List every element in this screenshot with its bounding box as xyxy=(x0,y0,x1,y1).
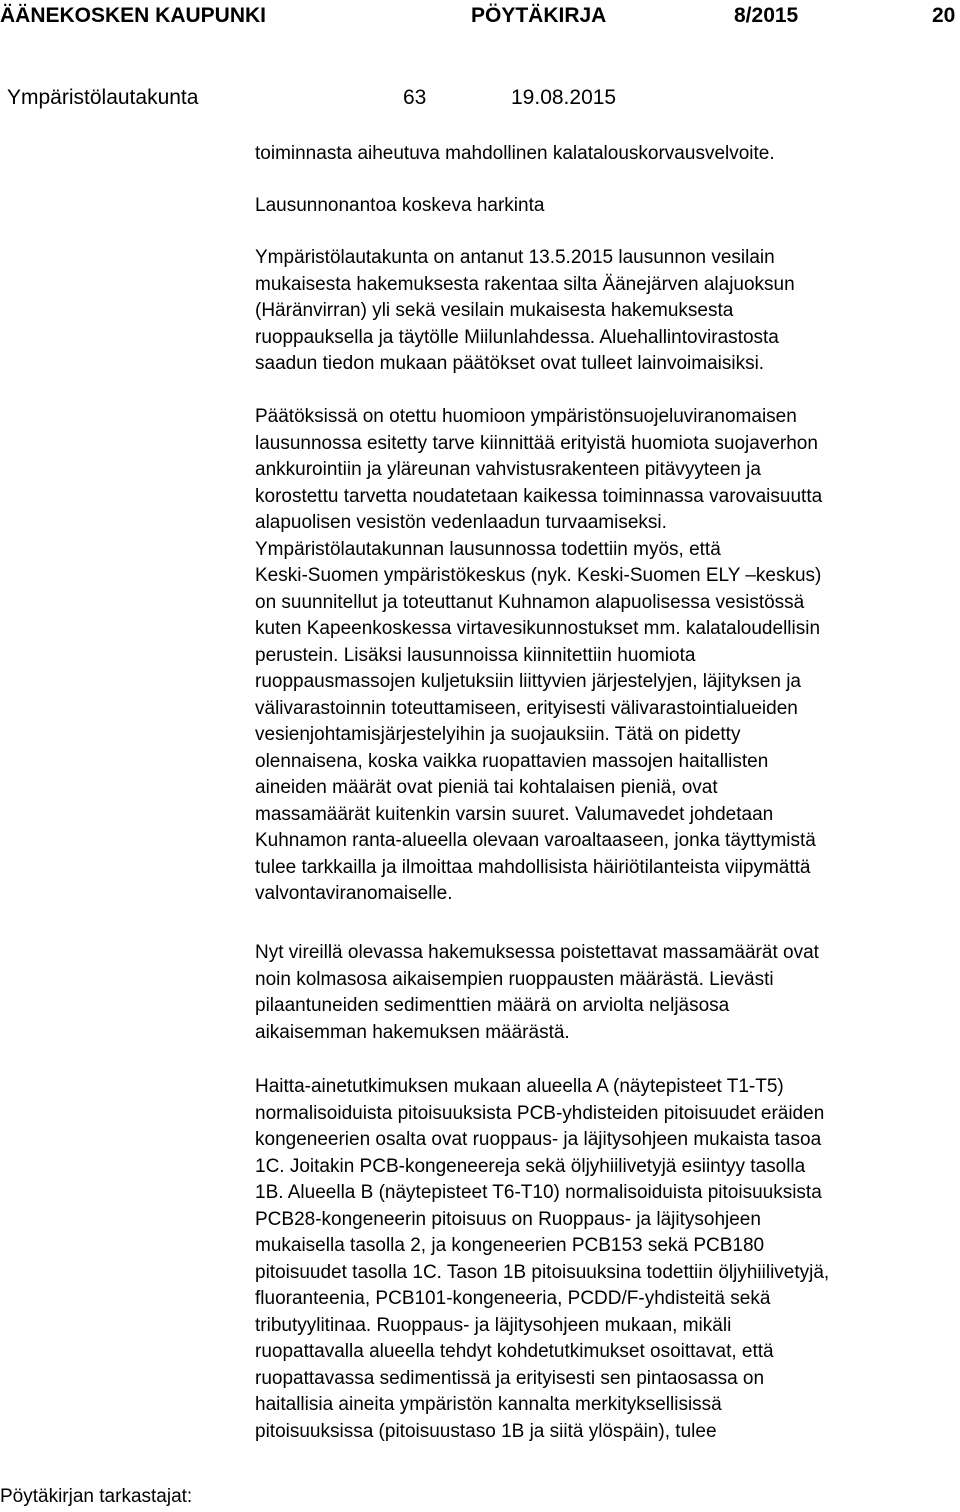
page-number: 20 xyxy=(932,4,956,27)
paragraph-5: Haitta-ainetutkimuksen mukaan alueella A (näytepisteet T1-T5) normalisoiduista pitoisuuksista PCB-yhdisteiden pitoisuudet eräiden kongeneerien osalta ovat ruoppaus- ja läjitysohjeen mukaista tasoa 1C. Joitakin PCB-kongeneereja sekä öljyhiilivetyjä esiintyy tasolla 1B. Alueella B (näytepisteet T6-T10) normalisoiduista pitoisuuksista PCB28-kongeneerin pitoisuus on Ruoppaus- ja läjitysohjeen mukaisella tasolla 2, ja kongeneerien PCB153 sekä PCB180 pitoisuudet tasolla 1C. Tason 1B pitoisuuksina todettiin öljyhiilivetyjä, fluoranteenia, PCB101-kongeneeria, PCDD/F-yhdisteitä sekä tributyylitinaa. Ruoppaus- ja läjitysohjeen mukaan, mikäli ruopattavalla alueella tehdyt kohdetutkimukset osoittavat, että ruopattavassa sedimentissä ja erityisesti sen pintaosassa on haitallisia aineita ympäristön kannalta merkityksellisissä pitoisuuksissa (pitoisuustaso 1B ja siitä ylöspäin), tulee xyxy=(255,1076,830,1442)
section-heading: Lausunnonantoa koskeva harkinta xyxy=(255,195,545,216)
paragraph-3: Päätöksissä on otettu huomioon ympäristönsuojeluviranomaisen lausunnossa esitetty tarve kiinnittää erityistä huomiota suojaverhon ankkurointiin ja yläreunan vahvistusrakenteen pitävyyteen ja korostettu tarvetta noudatetaan kaikessa toiminnassa varovaisuutta alapuolisen vesistön vedenlaadun turvaamiseksi. Ympäristölautakunnan lausunnossa todettiin myös, että Keski-Suomen ympäristökeskus (nyk. Keski-Suomen ELY –keskus) on suunnitellut ja toteuttanut Kuhnamon alapuolisessa vesistössä kuten Kapeenkoskessa virtavesikunnostukset mm. kalataloudellisin perustein. Lisäksi lausunnoissa kiinnitettiin huomiota ruoppausmassojen kuljetuksiin liittyvien järjestelyjen, läjityksen ja välivarastoinnin toteuttamiseen, erityisesti välivarastointialueiden vesienjohtamisjärjestelyihin ja suojauksiin. Tätä on pidetty olennaisena, koska vaikka ruopattavien massojen haitallisten aineiden määrät ovat pieniä tai kohtalaisen pieniä, ovat massamäärät kuitenkin varsin suuret. Valumavedet johdetaan Kuhnamon ranta-alueella olevaan varoaltaaseen, jonka täyttymistä tulee tarkkailla ja ilmoittaa mahdollisista häiriötilanteista viipymättä valvontaviranomaiselle. xyxy=(255,406,823,904)
municipality-name: ÄÄNEKOSKEN KAUPUNKI xyxy=(0,4,267,27)
section-number: 63 xyxy=(403,86,427,109)
paragraph-1: toiminnasta aiheutuva mahdollinen kalatalouskorvausvelvoite. xyxy=(255,143,775,164)
document-number: 8/2015 xyxy=(734,4,799,27)
document-type: PÖYTÄKIRJA xyxy=(471,4,607,27)
paragraph-4: Nyt vireillä olevassa hakemuksessa poistettavat massamäärät ovat noin kolmasosa aikaisempien ruoppausten määrästä. Lievästi pilaantuneiden sedimenttien määrä on arviolta neljäsosa aikaisemman hakemuksen määrästä. xyxy=(255,942,819,1043)
paragraph-2: Ympäristölautakunta on antanut 13.5.2015 lausunnon vesilain mukaisesta hakemuksesta rakentaa silta Äänejärven alajuoksun (Häränvirran) yli sekä vesilain mukaisesta hakemuksesta ruoppauksella ja täytölle Miilunlahdessa. Aluehallintovirastosta saadun tiedon mukaan päätökset ovat tulleet lainvoimaisiksi. xyxy=(255,247,795,374)
meeting-date: 19.08.2015 xyxy=(511,86,617,109)
inspectors-footer-label: Pöytäkirjan tarkastajat: xyxy=(0,1486,193,1507)
board-name: Ympäristölautakunta xyxy=(7,86,199,109)
